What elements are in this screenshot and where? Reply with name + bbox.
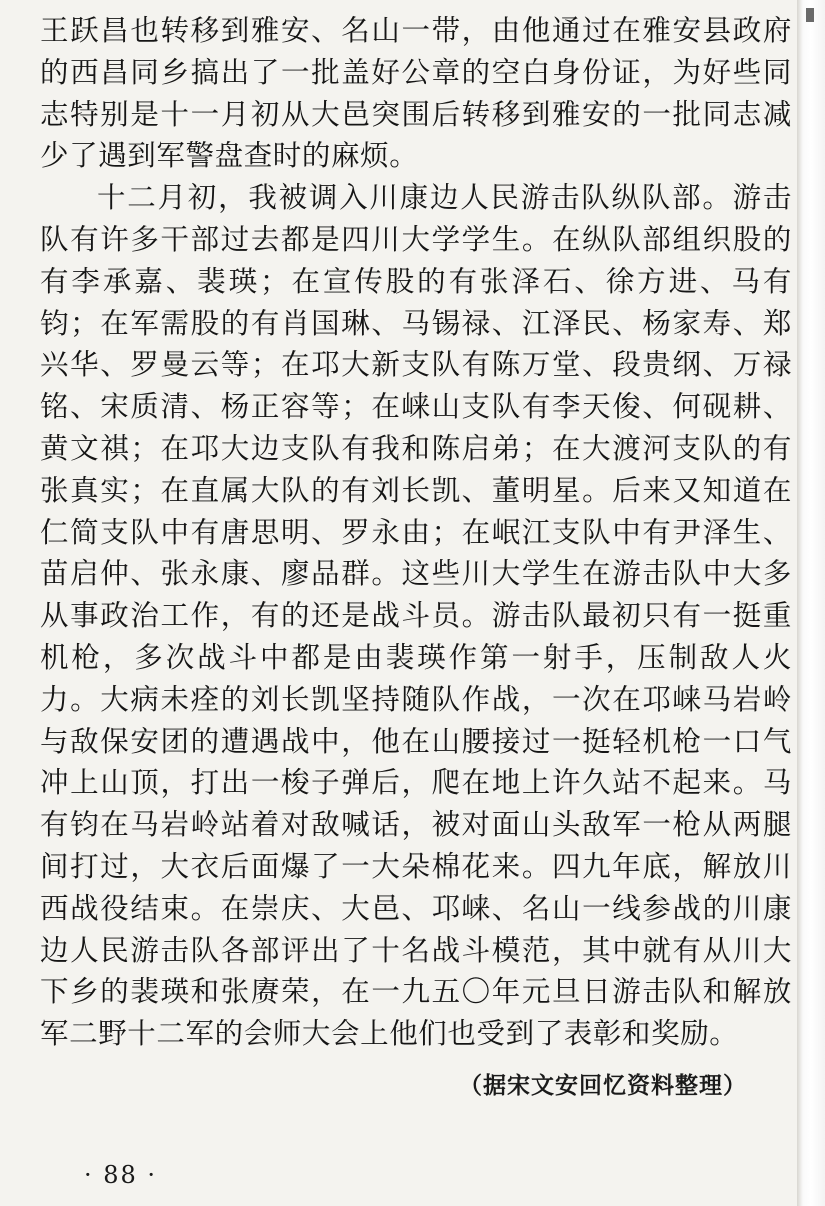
scan-edge-mark bbox=[806, 8, 814, 22]
paragraph-1: 王跃昌也转移到雅安、名山一带，由他通过在雅安县政府的西昌同乡搞出了一批盖好公章的空白身份证，为好些同志特别是十一月初从大邑突围后转移到雅安的一批同志减少了遇到军警盘查时的麻烦。 bbox=[40, 14, 792, 173]
body-text bbox=[40, 10, 792, 1055]
scan-edge bbox=[797, 0, 825, 1206]
paragraph-2: 十二月初，我被调入川康边人民游击队纵队部。游击队有许多干部过去都是四川大学学生。在纵队部组织股的有李承嘉、裴瑛；在宣传股的有张泽石、徐方进、马有钧；在军需股的有肖国琳、马锡禄、江泽民、杨家寿、郑兴华、罗曼云等；在邛大新支队有陈万堂、段贵纲、万禄铭、宋质清、杨正容等；在崃山支队有李天俊、何砚耕、黄文祺；在邛大边支队有我和陈启弟；在大渡河支队的有张真实；在直属大队的有刘长凯、董明星。后来又知道在仁简支队中有唐思明、罗永由；在岷江支队中有尹泽生、苗启仲、张永康、廖品群。这些川大学生在游击队中大多从事政治工作，有的还是战斗员。游击队最初只有一挺重机枪，多次战斗中都是由裴瑛作第一射手，压制敌人火力。大病未痊的刘长凯坚持随队作战，一次在邛崃马岩岭与敌保安团的遭遇战中，他在山腰接过一挺轻机枪一口气冲上山顶，打出一梭子弹后，爬在地上许久站不起来。马有钧在马岩岭站着对敌喊话，被对面山头敌军一枪从两腿间打过，大衣后面爆了一大朵棉花来。四九年底，解放川西战役结束。在崇庆、大邑、邛崃、名山一线参战的川康边人民游击队各部评出了十名战斗模范，其中就有从川大下乡的裴瑛和张赓荣，在一九五〇年元旦日游击队和解放军二野十二军的会师大会上他们也受到了表彰和奖励。 bbox=[40, 181, 792, 1051]
source-attribution: （据宋文安回忆资料整理） bbox=[459, 1072, 747, 1099]
page-number: · 88 · bbox=[84, 1161, 158, 1189]
